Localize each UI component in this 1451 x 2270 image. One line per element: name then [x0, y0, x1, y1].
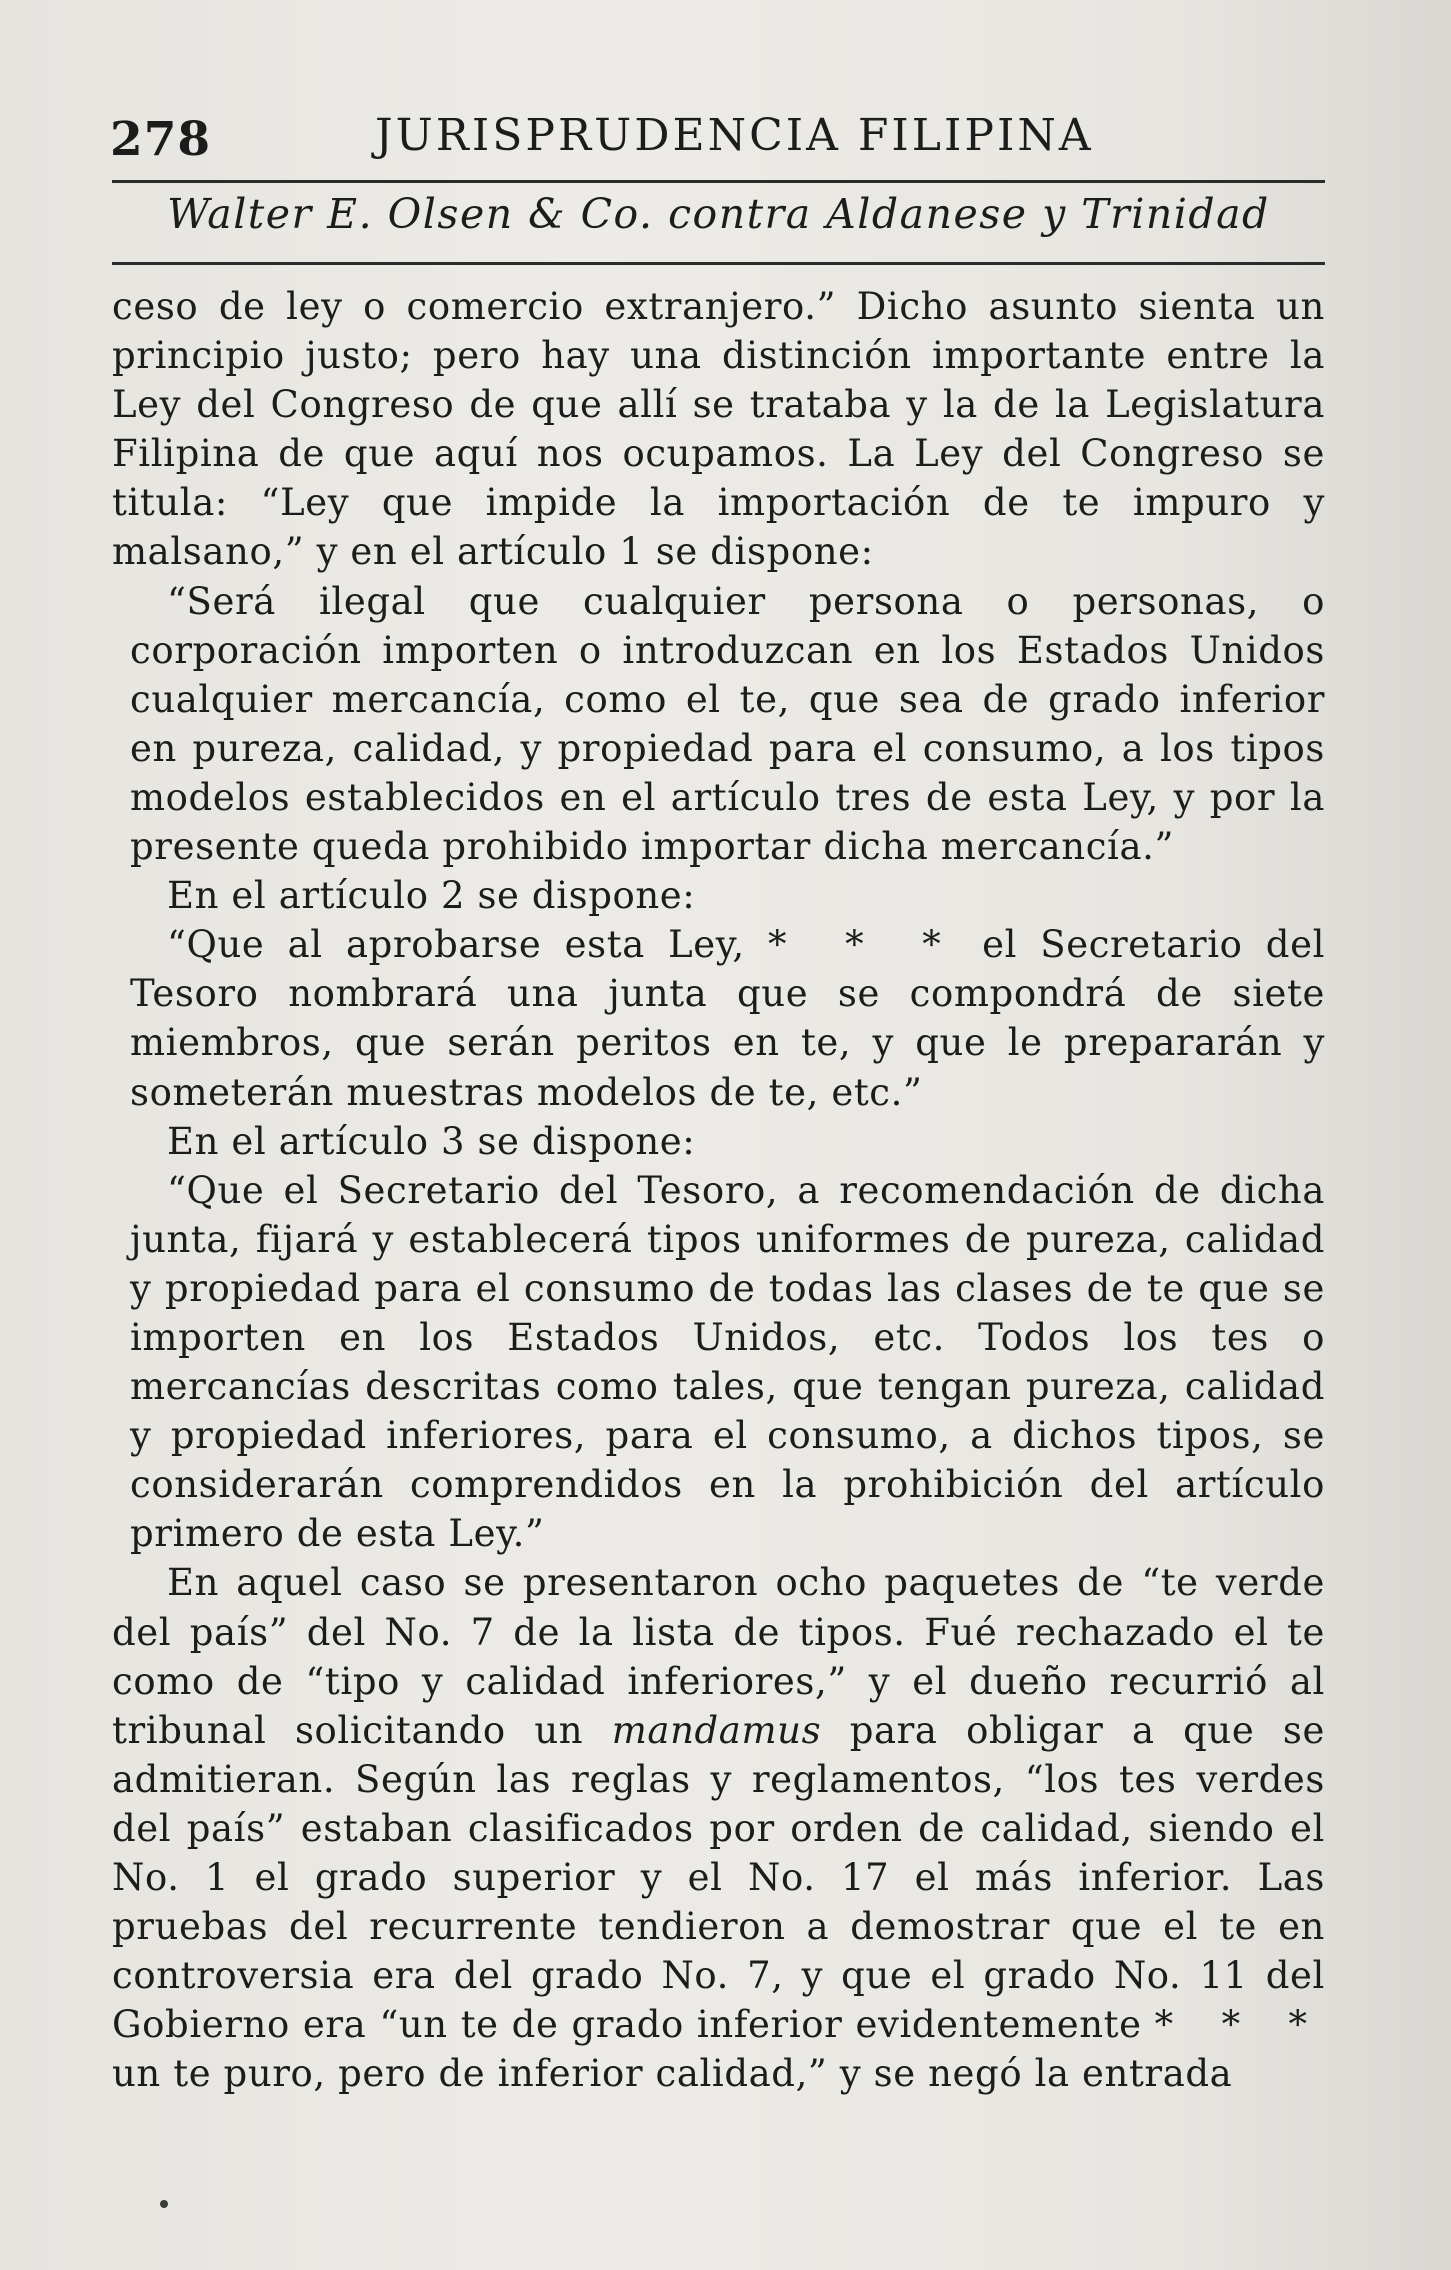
quote-article-2-end: el Secretario del Tesoro nombrará una junta que se compondrá de siete miembros, que serán peritos en te, y que le prepararán y someterán muestras modelos de te, etc.” [130, 923, 1325, 1114]
paragraph-case-facts [112, 1558, 1325, 2098]
paragraph-article-3-intro: En el artículo 3 se dispone: [167, 1119, 696, 1163]
page-number: 278 [110, 112, 212, 167]
quote-article-1: “Será ilegal que cualquier persona o personas, o corporación importen o introduzcan en los Estados Unidos cualquier mercancía, como el te, que sea de grado inferior en pureza, calidad, y propiedad para el consumo, a los tipos modelos establecidos en el artículo tres de esta Ley, y por la presente queda prohibido importar dicha mercancía.” [130, 579, 1325, 869]
case-title: Walter E. Olsen & Co. contra Aldanese y Trinidad [167, 190, 1270, 238]
quote-article-2-start: “Que al aprobarse esta Ley, [167, 923, 745, 967]
print-speck [160, 2200, 168, 2208]
ellipsis-stars: * * * [768, 923, 959, 967]
case-facts-middle: para obligar a que se admitieran. Según las reglas y reglamentos, “los tes verdes del país” estaban clasificados por orden de calidad, siendo el No. 1 el grado superior y el No. 17 el más inferior. Las pruebas del recurrente tendieron a demostrar que el te en controversia era del grado No. 7, y que el grado No. 11 del Gobierno era “un te de grado inferior evidentemente [112, 1708, 1325, 2047]
running-title: JURISPRUDENCIA FILIPINA [375, 110, 1094, 161]
paragraph-continued: ceso de ley o comercio extranjero.” Dicho asunto sienta un principio justo; pero hay una distinción importante entre la Ley del Congreso de que allí se trataba y la de la Legislatura Filipina de que aquí nos ocupamos. La Ley del Congreso se titula: “Ley que impide la importación de te impuro y malsano,” y en el artículo 1 se dispone: [112, 285, 1325, 574]
mandamus-term: mandamus [611, 1708, 822, 1752]
page-header [110, 100, 1325, 167]
case-facts-start: En aquel caso se presentaron ocho paquetes de “te verde del país” del No. 7 de la lista de tipos. Fué rechazado el te como de “tipo y calidad inferiores,” y el dueño recurrió al tribunal solicitando un [112, 1561, 1325, 1752]
case-facts-end: un te puro, pero de inferior calidad,” y se negó la entrada [112, 2052, 1233, 2096]
ellipsis-stars: * * * [1154, 2003, 1326, 2047]
quote-article-3: “Que el Secretario del Tesoro, a recomendación de dicha junta, fijará y establecerá tipos uniformes de pureza, calidad y propiedad para el consumo de todas las clases de te que se importen en los Estados Unidos, etc. Todos los tes o mercancías descritas como tales, que tengan pureza, calidad y propiedad inferiores, para el consumo, a dichos tipos, se considerarán comprendidos en la prohibición del artículo primero de esta Ley.” [130, 1168, 1325, 1556]
quote-article-2 [130, 920, 1325, 1116]
paragraph-article-2-intro: En el artículo 2 se dispone: [167, 874, 696, 918]
header-rule-bottom [112, 262, 1325, 265]
body-text [112, 282, 1325, 2098]
header-rule-top [112, 180, 1325, 183]
